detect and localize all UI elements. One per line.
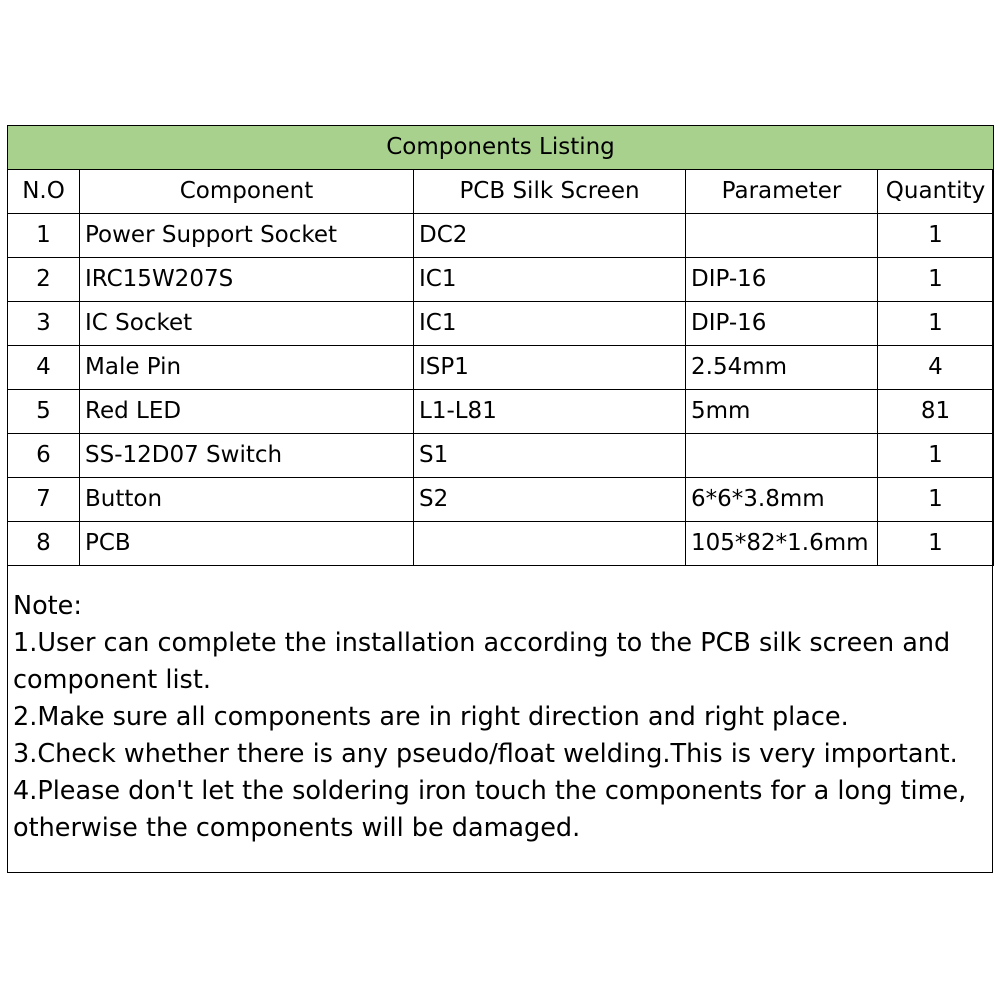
column-header-component: Component (80, 170, 414, 214)
row-no: 3 (8, 302, 80, 346)
row-component: Male Pin (80, 346, 414, 390)
row-no: 2 (8, 258, 80, 302)
column-header-silk-screen: PCB Silk Screen (414, 170, 686, 214)
row-silk-screen: ISP1 (414, 346, 686, 390)
row-silk-screen: IC1 (414, 258, 686, 302)
row-no: 7 (8, 478, 80, 522)
row-parameter: DIP-16 (686, 302, 878, 346)
note-line: 3.Check whether there is any pseudo/float welding.This is very important. (13, 739, 958, 769)
note-line: 4.Please don't let the soldering iron touch the components for a long time, (13, 776, 967, 806)
notes-heading: Note: (13, 591, 82, 621)
notes-section (13, 588, 988, 847)
row-silk-screen: IC1 (414, 302, 686, 346)
note-line: 1.User can complete the installation according to the PCB silk screen and (13, 628, 951, 658)
row-parameter (686, 214, 878, 258)
row-parameter: DIP-16 (686, 258, 878, 302)
note-line: otherwise the components will be damaged. (13, 813, 581, 843)
row-component: Power Support Socket (80, 214, 414, 258)
table-row (8, 522, 994, 566)
row-quantity: 1 (878, 478, 994, 522)
row-quantity: 1 (878, 214, 994, 258)
row-quantity: 81 (878, 390, 994, 434)
row-parameter: 2.54mm (686, 346, 878, 390)
row-quantity: 1 (878, 258, 994, 302)
components-table (7, 125, 994, 566)
row-silk-screen (414, 522, 686, 566)
row-quantity: 1 (878, 522, 994, 566)
column-header-parameter: Parameter (686, 170, 878, 214)
table-row (8, 302, 994, 346)
row-silk-screen: S2 (414, 478, 686, 522)
row-component: IC Socket (80, 302, 414, 346)
row-parameter (686, 434, 878, 478)
note-line: component list. (13, 665, 211, 695)
column-header-row (8, 170, 994, 214)
table-row (8, 346, 994, 390)
row-quantity: 4 (878, 346, 994, 390)
row-silk-screen: DC2 (414, 214, 686, 258)
row-parameter: 5mm (686, 390, 878, 434)
row-component: IRC15W207S (80, 258, 414, 302)
row-parameter: 105*82*1.6mm (686, 522, 878, 566)
row-silk-screen: L1-L81 (414, 390, 686, 434)
row-no: 4 (8, 346, 80, 390)
row-component: Red LED (80, 390, 414, 434)
table-row (8, 214, 994, 258)
row-no: 1 (8, 214, 80, 258)
column-header-quantity: Quantity (878, 170, 994, 214)
components-sheet (7, 125, 993, 873)
table-title: Components Listing (8, 126, 994, 170)
row-parameter: 6*6*3.8mm (686, 478, 878, 522)
row-no: 6 (8, 434, 80, 478)
row-no: 8 (8, 522, 80, 566)
table-row (8, 434, 994, 478)
row-component: PCB (80, 522, 414, 566)
table-row (8, 478, 994, 522)
title-row (8, 126, 994, 170)
row-quantity: 1 (878, 302, 994, 346)
row-silk-screen: S1 (414, 434, 686, 478)
table-row (8, 390, 994, 434)
row-component: SS-12D07 Switch (80, 434, 414, 478)
row-no: 5 (8, 390, 80, 434)
row-component: Button (80, 478, 414, 522)
table-row (8, 258, 994, 302)
row-quantity: 1 (878, 434, 994, 478)
note-line: 2.Make sure all components are in right direction and right place. (13, 702, 849, 732)
column-header-no: N.O (8, 170, 80, 214)
